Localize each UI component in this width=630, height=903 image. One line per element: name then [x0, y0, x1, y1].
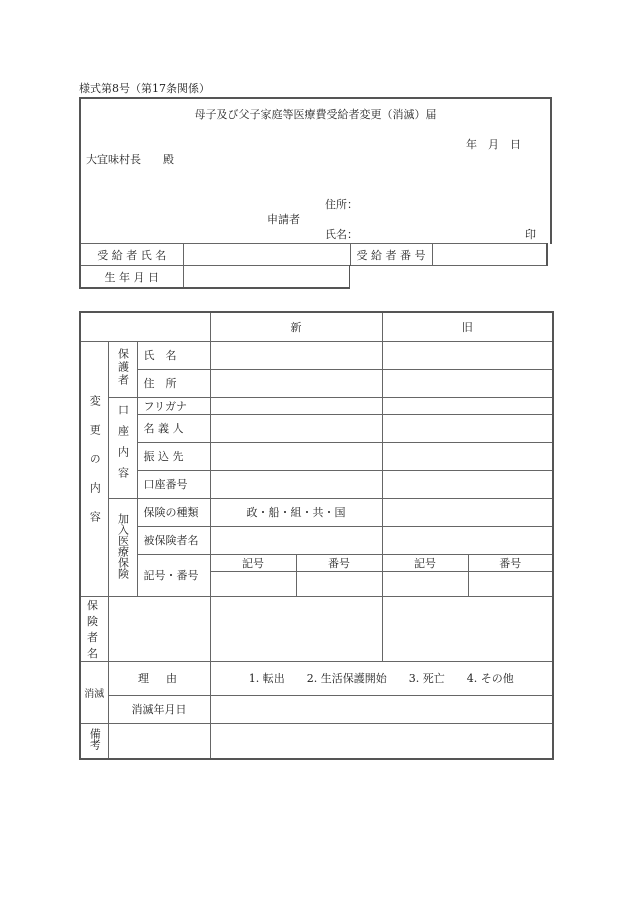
recipient-name-label: 受 給 者 氏 名 [80, 244, 183, 266]
number-header-old: 番号 [468, 554, 553, 571]
recipient-number-label: 受 給 者 番 号 [350, 244, 432, 266]
form-title: 母子及び父子家庭等医療費受給者変更（消滅）届 [194, 108, 437, 121]
account-label: 口座内容 [108, 397, 137, 498]
insured-name-old[interactable] [382, 526, 553, 554]
holder-old[interactable] [382, 414, 553, 442]
symbol-header-new: 記号 [210, 554, 296, 571]
date-line: 年 月 日 [466, 138, 521, 151]
number-new[interactable] [296, 571, 382, 596]
holder-label: 名 義 人 [137, 414, 210, 442]
guardian-address-old[interactable] [382, 369, 553, 397]
bank-label: 振 込 先 [137, 442, 210, 470]
recipient-table-cutout [350, 266, 554, 316]
guardian-address-label: 住 所 [137, 369, 210, 397]
insurance-type-label: 保険の種類 [137, 498, 210, 526]
recipient-name-field[interactable] [183, 244, 350, 266]
remarks-label: 備考 [80, 723, 108, 759]
extinction-date-label: 消滅年月日 [108, 695, 210, 723]
seal-mark: 印 [525, 228, 536, 241]
reason-label: 理 由 [108, 661, 210, 695]
insurance-label: 加入医療保険 [108, 498, 137, 596]
insured-name-label: 被保険者名 [137, 526, 210, 554]
extinction-label: 消滅 [80, 661, 108, 723]
symbol-header-old: 記号 [382, 554, 468, 571]
holder-new[interactable] [210, 414, 382, 442]
guardian-address-new[interactable] [210, 369, 382, 397]
corner-cell [80, 312, 210, 341]
furigana-label: フリガナ [137, 397, 210, 414]
addressee: 大宜味村長 殿 [86, 153, 174, 166]
birth-date-field[interactable] [183, 266, 350, 289]
symbol-new[interactable] [210, 571, 296, 596]
name-label: 氏名： [325, 228, 358, 241]
symbol-number-label: 記号・番号 [137, 554, 210, 596]
number-header-new: 番号 [296, 554, 382, 571]
birth-date-label: 生 年 月 日 [80, 266, 183, 289]
change-content-label: 変更の内容 [80, 341, 108, 596]
account-number-new[interactable] [210, 470, 382, 498]
insurance-type-old[interactable] [382, 498, 553, 526]
guardian-name-label: 氏 名 [137, 341, 210, 369]
form-number: 様式第8号（第17条関係） [79, 82, 210, 95]
remarks-blank [108, 723, 210, 759]
insurer-name-label: 保険者名 [80, 596, 108, 661]
insured-name-new[interactable] [210, 526, 382, 554]
address-label: 住所： [325, 198, 358, 211]
change-table [79, 311, 554, 760]
bank-old[interactable] [382, 442, 553, 470]
insurer-name-old[interactable] [210, 596, 382, 661]
old-header: 旧 [382, 312, 553, 341]
number-old[interactable] [468, 571, 553, 596]
symbol-old[interactable] [382, 571, 468, 596]
extinction-date-field[interactable] [210, 695, 553, 723]
account-number-label: 口座番号 [137, 470, 210, 498]
furigana-new[interactable] [210, 397, 382, 414]
guardian-name-new[interactable] [210, 341, 382, 369]
guardian-name-old[interactable] [382, 341, 553, 369]
reason-options[interactable]: 1. 転出 2. 生活保護開始 3. 死亡 4. その他 [210, 661, 553, 695]
bank-new[interactable] [210, 442, 382, 470]
furigana-old[interactable] [382, 397, 553, 414]
applicant-label: 申請者 [267, 213, 300, 226]
recipient-number-field[interactable] [432, 244, 547, 266]
guardian-label: 保護者 [108, 341, 137, 397]
new-header: 新 [210, 312, 382, 341]
account-number-old[interactable] [382, 470, 553, 498]
insurer-name-new[interactable] [108, 596, 210, 661]
remarks-field[interactable] [210, 723, 553, 759]
insurance-type-new[interactable]: 政・船・組・共・国 [210, 498, 382, 526]
